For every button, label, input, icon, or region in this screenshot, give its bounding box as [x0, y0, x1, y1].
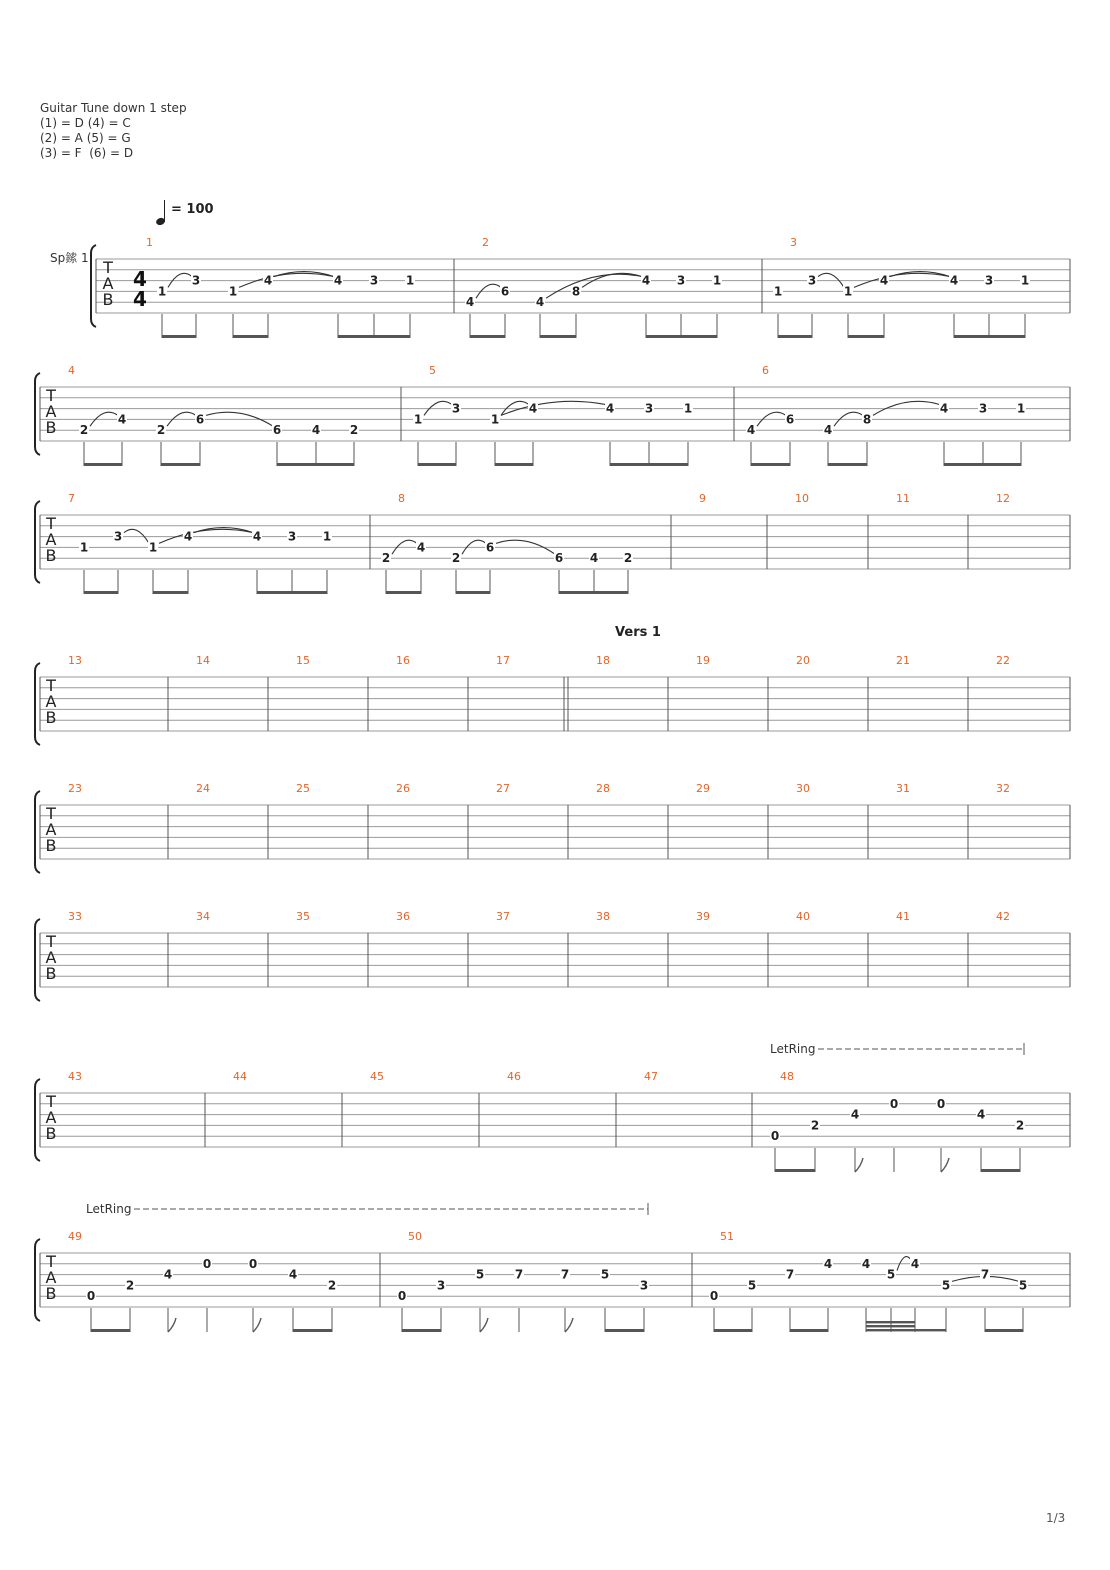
- system-bracket: [35, 373, 40, 455]
- measure-number: 23: [68, 782, 82, 795]
- fret-number: 6: [272, 423, 282, 438]
- clef-letter-t: T: [103, 258, 113, 277]
- sixteenth-beam: [866, 1325, 915, 1327]
- tuning-line-2: (2) = A (5) = G: [40, 131, 131, 145]
- beam: [983, 463, 1021, 466]
- clef-letter-t: T: [46, 1252, 56, 1271]
- measure-number: 21: [896, 654, 910, 667]
- fret-number: 3: [676, 273, 686, 288]
- beam: [293, 1329, 332, 1332]
- fret-number: 0: [770, 1129, 780, 1144]
- fret-number: 2: [451, 551, 461, 566]
- fret-number: 1: [683, 401, 693, 416]
- fret-number: 0: [397, 1289, 407, 1304]
- system-bracket: [35, 1079, 40, 1161]
- measure-number: 46: [507, 1070, 521, 1083]
- tie-arc: [194, 528, 253, 533]
- fret-number: 5: [941, 1278, 951, 1293]
- fret-number: 4: [641, 273, 651, 288]
- fret-number: 3: [287, 529, 297, 544]
- beam: [161, 463, 200, 466]
- fret-number: 6: [554, 551, 564, 566]
- beam: [495, 463, 533, 466]
- clef-letter-b: B: [45, 418, 57, 437]
- measure-number: 13: [68, 654, 82, 667]
- clef-letter-a: A: [45, 402, 57, 421]
- clef-letter-b: B: [45, 546, 57, 565]
- fret-number: 2: [1015, 1118, 1025, 1133]
- fret-number: 1: [79, 540, 89, 555]
- eighth-flag: [480, 1318, 488, 1332]
- tuning-line-1: (1) = D (4) = C: [40, 116, 131, 130]
- system-bracket: [35, 919, 40, 1001]
- measure-number: 51: [720, 1230, 734, 1243]
- beam: [386, 591, 421, 594]
- fret-number: 3: [113, 529, 123, 544]
- measure-number: 2: [482, 236, 489, 249]
- beam: [456, 591, 490, 594]
- measure-number: 29: [696, 782, 710, 795]
- fret-number: 3: [451, 401, 461, 416]
- fret-number: 1: [413, 412, 423, 427]
- beam: [954, 335, 989, 338]
- measure-number: 37: [496, 910, 510, 923]
- track-label: Sp鎍 1: [50, 251, 89, 265]
- measure-number: 19: [696, 654, 710, 667]
- fret-number: 5: [600, 1267, 610, 1282]
- fret-number: 2: [381, 551, 391, 566]
- beam: [714, 1329, 752, 1332]
- clef-letter-t: T: [46, 514, 56, 533]
- fret-number: 4: [252, 529, 262, 544]
- clef-letter-a: A: [45, 820, 57, 839]
- fret-number: 4: [263, 273, 273, 288]
- beam: [989, 335, 1025, 338]
- eighth-flag: [565, 1318, 573, 1332]
- time-signature-bottom: 4: [133, 287, 147, 311]
- measure-number: 20: [796, 654, 810, 667]
- fret-number: 1: [843, 284, 853, 299]
- beam: [292, 591, 327, 594]
- section-marker: Vers 1: [615, 625, 661, 640]
- tie-arc: [274, 272, 334, 277]
- measure-number: 50: [408, 1230, 422, 1243]
- system-bracket: [91, 245, 96, 327]
- fret-number: 2: [327, 1278, 337, 1293]
- measure-number: 42: [996, 910, 1010, 923]
- clef-letter-b: B: [45, 1124, 57, 1143]
- beam: [981, 1169, 1020, 1172]
- eighth-flag: [855, 1158, 863, 1172]
- measure-number: 8: [398, 492, 405, 505]
- clef-letter-a: A: [45, 1268, 57, 1287]
- clef-letter-b: B: [45, 836, 57, 855]
- beam: [751, 463, 790, 466]
- clef-letter-b: B: [45, 1284, 57, 1303]
- fret-number: 4: [416, 540, 426, 555]
- time-signature-top: 4: [133, 267, 147, 291]
- measure-number: 44: [233, 1070, 247, 1083]
- fret-number: 7: [560, 1267, 570, 1282]
- fret-number: 2: [349, 423, 359, 438]
- system-bracket: [35, 1239, 40, 1321]
- fret-number: 0: [248, 1256, 258, 1271]
- measure-number: 49: [68, 1230, 82, 1243]
- fret-number: 4: [528, 401, 538, 416]
- fret-number: 4: [465, 295, 475, 310]
- fret-number: 1: [148, 540, 158, 555]
- measure-number: 1: [146, 236, 153, 249]
- beam: [91, 1329, 130, 1332]
- beam: [316, 463, 354, 466]
- measure-number: 3: [790, 236, 797, 249]
- sixteenth-beam: [866, 1329, 946, 1331]
- fret-number: 1: [1020, 273, 1030, 288]
- beam: [338, 335, 374, 338]
- measure-number: 15: [296, 654, 310, 667]
- clef-letter-t: T: [46, 1092, 56, 1111]
- fret-number: 0: [709, 1289, 719, 1304]
- fret-number: 6: [485, 540, 495, 555]
- measure-number: 4: [68, 364, 75, 377]
- beam: [153, 591, 188, 594]
- fret-number: 4: [288, 1267, 298, 1282]
- measure-number: 18: [596, 654, 610, 667]
- fret-number: 2: [623, 551, 633, 566]
- clef-letter-t: T: [46, 676, 56, 695]
- tie-arc: [546, 274, 642, 298]
- beam: [944, 463, 983, 466]
- fret-number: 8: [862, 412, 872, 427]
- measure-number: 6: [762, 364, 769, 377]
- measure-number: 22: [996, 654, 1010, 667]
- fret-number: 4: [949, 273, 959, 288]
- clef-letter-b: B: [45, 964, 57, 983]
- fret-number: 4: [976, 1107, 986, 1122]
- beam: [257, 591, 292, 594]
- fret-number: 3: [436, 1278, 446, 1293]
- fret-number: 1: [228, 284, 238, 299]
- fret-number: 7: [785, 1267, 795, 1282]
- beam: [646, 335, 681, 338]
- measure-number: 17: [496, 654, 510, 667]
- eighth-flag: [253, 1318, 261, 1332]
- measure-number: 32: [996, 782, 1010, 795]
- beam: [470, 335, 505, 338]
- fret-number: 4: [861, 1256, 871, 1271]
- fret-number: 3: [369, 273, 379, 288]
- tuning-title: Guitar Tune down 1 step: [40, 101, 187, 115]
- clef-letter-t: T: [46, 804, 56, 823]
- fret-number: 8: [571, 284, 581, 299]
- beam: [790, 1329, 828, 1332]
- fret-number: 4: [117, 412, 127, 427]
- beam: [374, 335, 410, 338]
- beam: [277, 463, 316, 466]
- measure-number: 9: [699, 492, 706, 505]
- fret-number: 5: [747, 1278, 757, 1293]
- measure-number: 30: [796, 782, 810, 795]
- measure-number: 10: [795, 492, 809, 505]
- fret-number: 4: [879, 273, 889, 288]
- fret-number: 4: [823, 423, 833, 438]
- fret-number: 4: [823, 1256, 833, 1271]
- fret-number: 1: [1016, 401, 1026, 416]
- fret-number: 2: [156, 423, 166, 438]
- system-bracket: [35, 663, 40, 745]
- fret-number: 4: [939, 401, 949, 416]
- measure-number: 16: [396, 654, 410, 667]
- clef-letter-a: A: [45, 1108, 57, 1127]
- measure-number: 43: [68, 1070, 82, 1083]
- beam: [828, 463, 867, 466]
- fret-number: 3: [984, 273, 994, 288]
- measure-number: 34: [196, 910, 210, 923]
- clef-letter-a: A: [45, 948, 57, 967]
- clef-letter-b: B: [45, 708, 57, 727]
- measure-number: 39: [696, 910, 710, 923]
- fret-number: 4: [163, 1267, 173, 1282]
- beam: [233, 335, 268, 338]
- fret-number: 4: [535, 295, 545, 310]
- fret-number: 3: [644, 401, 654, 416]
- beam: [610, 463, 649, 466]
- fret-number: 1: [405, 273, 415, 288]
- beam: [540, 335, 576, 338]
- measure-number: 47: [644, 1070, 658, 1083]
- clef-letter-a: A: [45, 530, 57, 549]
- beam: [775, 1169, 815, 1172]
- fret-number: 5: [1018, 1278, 1028, 1293]
- fret-number: 2: [810, 1118, 820, 1133]
- measure-number: 11: [896, 492, 910, 505]
- fret-number: 0: [936, 1096, 946, 1111]
- beam: [605, 1329, 644, 1332]
- measure-number: 25: [296, 782, 310, 795]
- measure-number: 12: [996, 492, 1010, 505]
- fret-number: 4: [183, 529, 193, 544]
- fret-number: 4: [910, 1256, 920, 1271]
- fret-number: 7: [514, 1267, 524, 1282]
- fret-number: 5: [886, 1267, 896, 1282]
- measure-number: 38: [596, 910, 610, 923]
- beam: [594, 591, 628, 594]
- clef-letter-a: A: [45, 692, 57, 711]
- beam: [985, 1329, 1023, 1332]
- measure-number: 33: [68, 910, 82, 923]
- fret-number: 0: [202, 1256, 212, 1271]
- beam: [848, 335, 884, 338]
- fret-number: 4: [850, 1107, 860, 1122]
- measure-number: 28: [596, 782, 610, 795]
- measure-number: 36: [396, 910, 410, 923]
- let-ring-label: LetRing: [86, 1202, 132, 1216]
- fret-number: 1: [157, 284, 167, 299]
- let-ring-label: LetRing: [770, 1042, 816, 1056]
- fret-number: 2: [125, 1278, 135, 1293]
- fret-number: 1: [773, 284, 783, 299]
- system-bracket: [35, 791, 40, 873]
- eighth-flag: [168, 1318, 176, 1332]
- measure-number: 35: [296, 910, 310, 923]
- clef-letter-t: T: [46, 386, 56, 405]
- beam: [649, 463, 688, 466]
- fret-number: 6: [195, 412, 205, 427]
- beam: [559, 591, 594, 594]
- measure-number: 26: [396, 782, 410, 795]
- fret-number: 1: [712, 273, 722, 288]
- fret-number: 7: [980, 1267, 990, 1282]
- fret-number: 3: [191, 273, 201, 288]
- fret-number: 3: [639, 1278, 649, 1293]
- beam: [84, 591, 118, 594]
- fret-number: 6: [500, 284, 510, 299]
- tie-arc: [890, 272, 950, 277]
- measure-number: 45: [370, 1070, 384, 1083]
- measure-number: 7: [68, 492, 75, 505]
- fret-number: 3: [807, 273, 817, 288]
- measure-number: 14: [196, 654, 210, 667]
- measure-number: 48: [780, 1070, 794, 1083]
- measure-number: 41: [896, 910, 910, 923]
- fret-number: 0: [889, 1096, 899, 1111]
- beam: [84, 463, 122, 466]
- eighth-flag: [941, 1158, 949, 1172]
- measure-number: 40: [796, 910, 810, 923]
- sixteenth-beam: [866, 1321, 915, 1323]
- fret-number: 4: [605, 401, 615, 416]
- beam: [162, 335, 196, 338]
- clef-letter-a: A: [102, 274, 114, 293]
- measure-number: 5: [429, 364, 436, 377]
- beam: [681, 335, 717, 338]
- measure-number: 31: [896, 782, 910, 795]
- page-number: 1/3: [1046, 1511, 1066, 1525]
- beam: [402, 1329, 441, 1332]
- beam: [418, 463, 456, 466]
- clef-letter-b: B: [102, 290, 114, 309]
- measure-number: 27: [496, 782, 510, 795]
- fret-number: 0: [86, 1289, 96, 1304]
- fret-number: 5: [475, 1267, 485, 1282]
- fret-number: 4: [589, 551, 599, 566]
- measure-number: 24: [196, 782, 210, 795]
- fret-number: 2: [79, 423, 89, 438]
- fret-number: 4: [746, 423, 756, 438]
- fret-number: 3: [978, 401, 988, 416]
- fret-number: 1: [490, 412, 500, 427]
- beam: [778, 335, 812, 338]
- fret-number: 6: [785, 412, 795, 427]
- tempo-value: = 100: [171, 202, 214, 217]
- fret-number: 4: [311, 423, 321, 438]
- system-bracket: [35, 501, 40, 583]
- tuning-line-3: (3) = F (6) = D: [40, 146, 134, 160]
- fret-number: 4: [333, 273, 343, 288]
- fret-number: 1: [322, 529, 332, 544]
- clef-letter-t: T: [46, 932, 56, 951]
